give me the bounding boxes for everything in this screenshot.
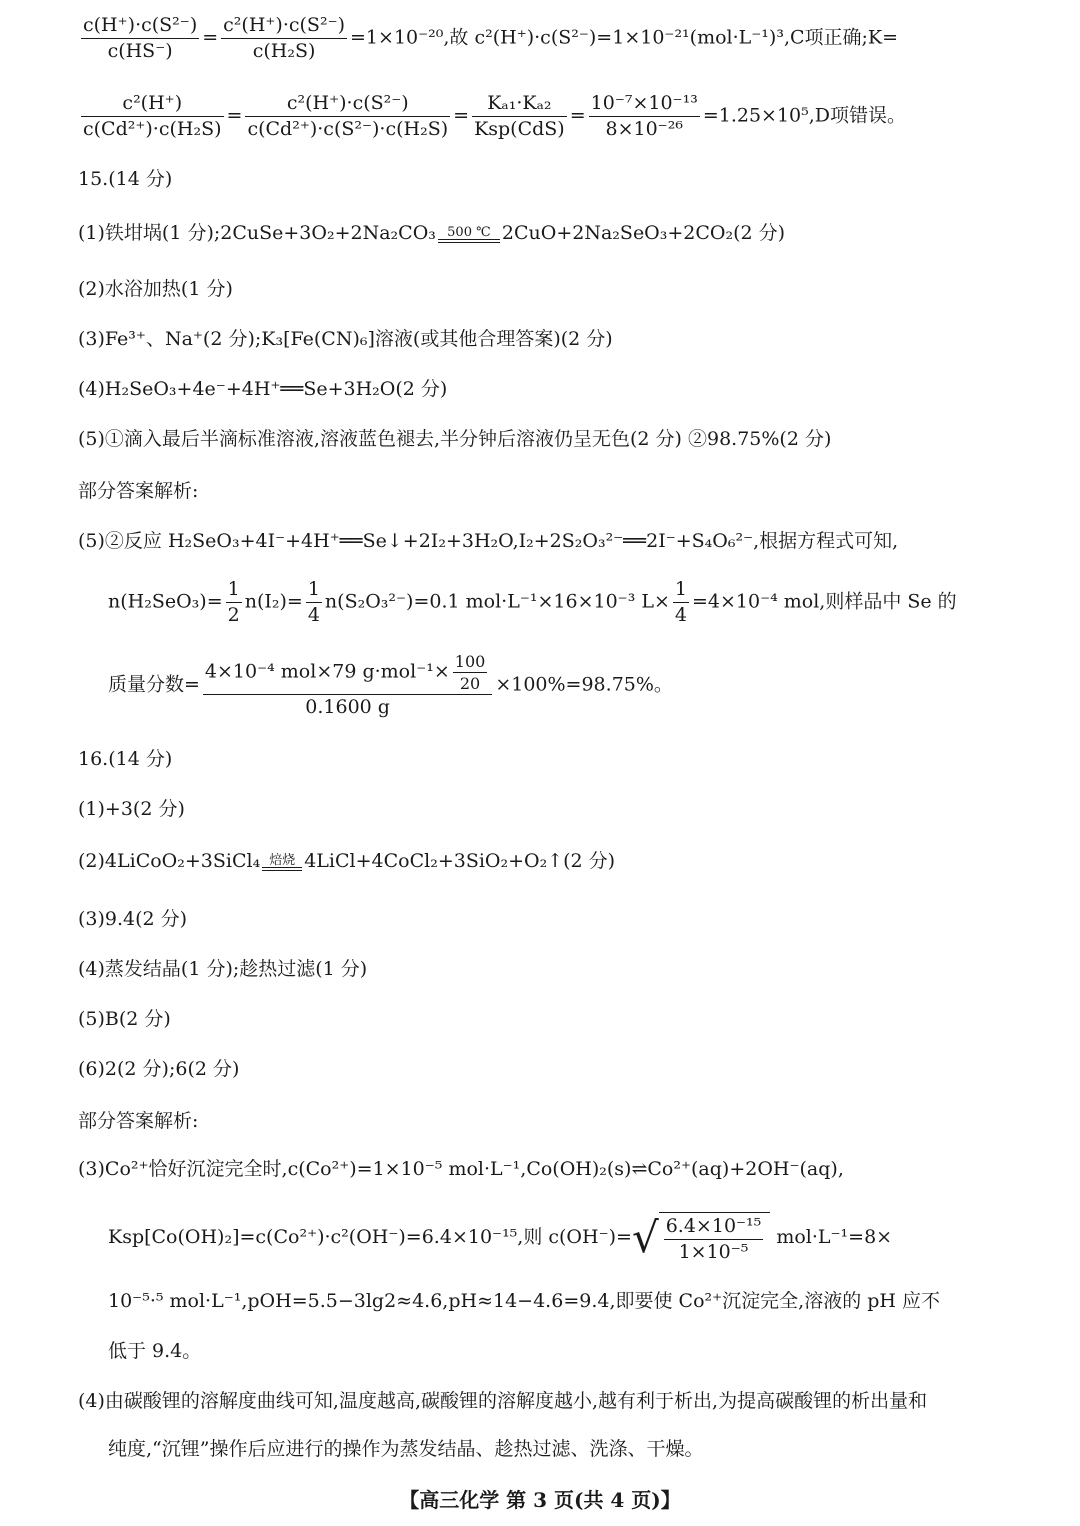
fraction: $\frac{1}{4}$ xyxy=(307,578,320,626)
q15-answer-2: (2)水浴加热(1 分) xyxy=(78,278,233,300)
fraction: $\frac{\text{c²(H⁺)}}{\text{c(Cd²⁺)·c(H₂S)}}$ xyxy=(83,92,222,140)
fraction: $\frac{100}{20}$ xyxy=(454,652,486,694)
q15-heading: 15.(14 分) xyxy=(78,168,173,190)
q16-answer-3: (3)9.4(2 分) xyxy=(78,908,188,930)
q16-explanation-3: 10⁻⁵·⁵ mol·L⁻¹,pOH=5.5−3lg2≈4.6,pH≈14−4.6=9.4,即要使 Co²⁺沉淀完全,溶液的 pH 应不 xyxy=(108,1290,941,1312)
fraction: $\frac{1}{4}$ xyxy=(674,578,687,626)
reaction-condition: 500 ℃ xyxy=(438,226,500,243)
solution-line-2: $\frac{\text{c²(H⁺)}}{\text{c(Cd²⁺)·c(H₂S)}}$ = $\frac{\text{c²(H⁺)·c(S²⁻)}}{\text{c(Cd²⁺)·c(S²⁻)·c(H₂S)}}$ = $\frac{\text{Kₐ₁·Kₐ₂}}{\text{Ksp(CdS)}}$ = $\frac{\text{10⁻⁷×10⁻¹³}}{\text{8×10⁻²⁶}}$ =1.25×10⁵,D项错误。 xyxy=(83,92,907,140)
fraction: $\frac{\text{c²(H⁺)·c(S²⁻)}}{\text{c(H₂S)}}$ xyxy=(223,14,346,62)
fraction: $\frac{\text{Kₐ₁·Kₐ₂}}{\text{Ksp(CdS)}}$ xyxy=(474,92,565,140)
fraction: $\frac{\text{c(H⁺)·c(S²⁻)}}{c(HS^-)}$ xyxy=(83,14,198,62)
q16-heading: 16.(14 分) xyxy=(78,748,173,770)
reaction-condition: 焙烧 xyxy=(262,854,302,871)
q16-answer-2: (2)4LiCoO₂+3SiCl₄ 焙烧 4LiCl+4CoCl₂+3SiO₂+O₂↑(2 分) xyxy=(78,850,616,872)
q15-explanation-heading: 部分答案解析: xyxy=(78,480,199,502)
q15-explanation-3: 质量分数= 4×10⁻⁴ mol×79 g·mol⁻¹× $\frac{100}{20}$ 0.1600 g ×100%=98.75%。 xyxy=(108,652,673,719)
q15-explanation-1: (5)②反应 H₂SeO₃+4I⁻+4H⁺══Se↓+2I₂+3H₂O,I₂+2S₂O₃²⁻══2I⁻+S₄O₆²⁻,根据方程式可知, xyxy=(78,530,899,552)
fraction: 4×10⁻⁴ mol×79 g·mol⁻¹× $\frac{100}{20}$ 0.1600 g xyxy=(203,652,492,719)
fraction: $\frac{1}{2}$ xyxy=(227,578,240,626)
solution-line-1: $\frac{\text{c(H⁺)·c(S²⁻)}}{c(HS^-)}$ = $\frac{\text{c²(H⁺)·c(S²⁻)}}{\text{c(H₂S)}}$ =1×10⁻²⁰,故 c²(H⁺)·c(S²⁻)=1×10⁻²¹(mol·L⁻¹)³,C项正确;K= xyxy=(83,14,899,62)
q16-explanation-2: Ksp[Co(OH)₂]=c(Co²⁺)·c²(OH⁻)=6.4×10⁻¹⁵,则 c(OH⁻)=√ $\frac{\text{6.4×10⁻¹⁵}}{\text{1×10⁻⁵}}$ mol·L⁻¹=8× xyxy=(108,1212,893,1263)
q15-answer-4: (4)H₂SeO₃+4e⁻+4H⁺══Se+3H₂O(2 分) xyxy=(78,378,448,400)
q15-explanation-2: n(H₂SeO₃)= $\frac{1}{2}$ n(I₂)= $\frac{1}{4}$ n(S₂O₃²⁻)=0.1 mol·L⁻¹×16×10⁻³ L× $\frac{1}{4}$ =4×10⁻⁴ mol,则样品中 Se 的 xyxy=(108,578,957,626)
q16-explanation-5: (4)由碳酸锂的溶解度曲线可知,温度越高,碳酸锂的溶解度越小,越有利于析出,为提高碳酸锂的析出量和 xyxy=(78,1390,928,1412)
fraction: $\frac{\text{10⁻⁷×10⁻¹³}}{\text{8×10⁻²⁶}}$ xyxy=(590,92,698,140)
q16-explanation-heading: 部分答案解析: xyxy=(78,1110,199,1132)
q15-answer-1: (1)铁坩埚(1 分);2CuSe+3O₂+2Na₂CO₃ 500 ℃ 2CuO+2Na₂SeO₃+2CO₂(2 分) xyxy=(78,222,786,244)
q15-answer-3: (3)Fe³⁺、Na⁺(2 分);K₃[Fe(CN)₆]溶液(或其他合理答案)(2 分) xyxy=(78,328,613,350)
fraction: $\frac{\text{c²(H⁺)·c(S²⁻)}}{\text{c(Cd²⁺)·c(S²⁻)·c(H₂S)}}$ xyxy=(247,92,449,140)
q16-answer-5: (5)B(2 分) xyxy=(78,1008,171,1030)
page-footer: 【高三化学 第 3 页(共 4 页)】 xyxy=(399,1488,681,1512)
q16-explanation-4: 低于 9.4。 xyxy=(108,1340,202,1362)
q16-explanation-6: 纯度,“沉锂”操作后应进行的操作为蒸发结晶、趁热过滤、洗涤、干燥。 xyxy=(108,1438,704,1460)
q16-explanation-1: (3)Co²⁺恰好沉淀完全时,c(Co²⁺)=1×10⁻⁵ mol·L⁻¹,Co(OH)₂(s)⇌Co²⁺(aq)+2OH⁻(aq), xyxy=(78,1158,844,1180)
q16-answer-6: (6)2(2 分);6(2 分) xyxy=(78,1058,240,1080)
square-root: √ $\frac{\text{6.4×10⁻¹⁵}}{\text{1×10⁻⁵}}$ xyxy=(632,1212,770,1264)
q16-answer-1: (1)+3(2 分) xyxy=(78,798,185,820)
fraction: $\frac{\text{6.4×10⁻¹⁵}}{\text{1×10⁻⁵}}$ xyxy=(665,1215,762,1263)
q16-answer-4: (4)蒸发结晶(1 分);趁热过滤(1 分) xyxy=(78,958,368,980)
q15-answer-5: (5)①滴入最后半滴标准溶液,溶液蓝色褪去,半分钟后溶液仍呈无色(2 分) ②98.75%(2 分) xyxy=(78,428,832,450)
